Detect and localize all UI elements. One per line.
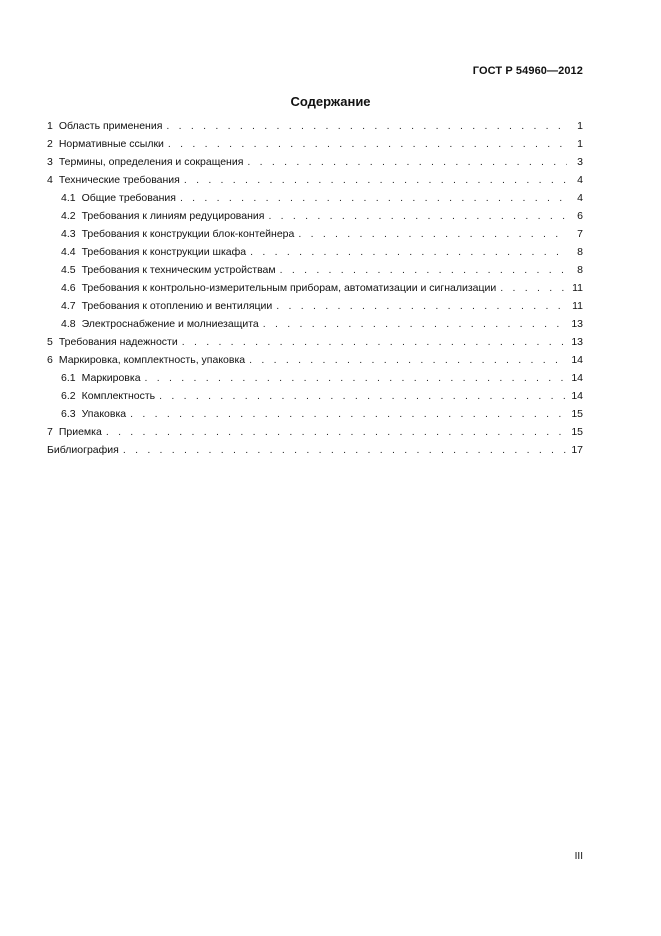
toc-entry[interactable]: [47, 318, 583, 336]
toc-entry-page: 3: [577, 156, 583, 168]
toc-entry-title: Упаковка: [81, 408, 127, 420]
toc-leader-dots: [249, 354, 567, 366]
toc-leader-dots: [247, 156, 567, 168]
toc-leader-dots: [250, 246, 567, 258]
toc-entry-title: Требования к конструкции шкафа: [81, 246, 247, 258]
toc-entry[interactable]: [47, 246, 583, 264]
toc-leader-dots: [298, 228, 567, 240]
toc-entry[interactable]: [47, 300, 583, 318]
toc-leader-dots: [268, 210, 567, 222]
toc-entry-page: 4: [577, 192, 583, 204]
toc-entry-page: 17: [571, 444, 583, 456]
toc-leader-dots: [168, 138, 567, 150]
toc-leader-dots: [180, 192, 567, 204]
toc-entry[interactable]: [47, 444, 583, 462]
toc-entry-number: 6: [47, 354, 53, 366]
toc-entry-page: 14: [571, 390, 583, 402]
toc-title: Содержание: [290, 94, 371, 109]
toc-leader-dots: [184, 174, 567, 186]
toc-leader-dots: [159, 390, 567, 402]
page-number: III: [574, 851, 583, 862]
toc-entry-page: 4: [577, 174, 583, 186]
toc-leader-dots: [280, 264, 567, 276]
toc-entry-title: Требования к техническим устройствам: [81, 264, 276, 276]
toc-entry[interactable]: [47, 192, 583, 210]
toc-leader-dots: [130, 408, 567, 420]
toc-entry-title: Нормативные ссылки: [58, 138, 164, 150]
toc-leader-dots: [123, 444, 567, 456]
toc-entry-number: 4.8: [61, 318, 76, 330]
toc-entry-number: 5: [47, 336, 53, 348]
toc-entry-number: 4.3: [61, 228, 76, 240]
toc-entry-page: 13: [571, 318, 583, 330]
toc-entry-page: 14: [571, 372, 583, 384]
toc-entry-page: 14: [571, 354, 583, 366]
toc-entry[interactable]: [47, 390, 583, 408]
toc-entry-page: 7: [577, 228, 583, 240]
toc-entry-title: Технические требования: [58, 174, 180, 186]
toc-leader-dots: [166, 120, 567, 132]
toc-entry-page: 8: [577, 264, 583, 276]
toc-entry-page: 13: [571, 336, 583, 348]
toc-entry[interactable]: [47, 156, 583, 174]
toc-leader-dots: [276, 300, 567, 312]
toc-entry[interactable]: [47, 120, 583, 138]
document-id: ГОСТ Р 54960—2012: [472, 65, 583, 77]
toc-entry[interactable]: [47, 372, 583, 390]
toc-entry-number: 4.2: [61, 210, 76, 222]
toc-entry-title: Маркировка, комплектность, упаковка: [58, 354, 246, 366]
toc-leader-dots: [500, 282, 567, 294]
toc-entry-number: 4.6: [61, 282, 76, 294]
toc-entry-title: Область применения: [58, 120, 163, 132]
toc-entry[interactable]: [47, 264, 583, 282]
toc-leader-dots: [182, 336, 567, 348]
toc-entry-page: 8: [577, 246, 583, 258]
toc-entry[interactable]: [47, 336, 583, 354]
toc-entry-number: 6.3: [61, 408, 76, 420]
toc-entry-page: 11: [572, 300, 583, 312]
toc-entry-number: 6.2: [61, 390, 76, 402]
toc-entry-number: 7: [47, 426, 53, 438]
toc-leader-dots: [106, 426, 567, 438]
toc-entry-title: Приемка: [58, 426, 102, 438]
toc-entry-number: 4: [47, 174, 53, 186]
toc-entry-number: 4.5: [61, 264, 76, 276]
toc-leader-dots: [145, 372, 567, 384]
toc-entry-title: Термины, определения и сокращения: [58, 156, 244, 168]
toc-entry[interactable]: [47, 174, 583, 192]
toc-entry-page: 11: [572, 282, 583, 294]
toc-entry-page: 6: [577, 210, 583, 222]
toc-entry-title: Комплектность: [81, 390, 156, 402]
toc-entry-page: 15: [571, 426, 583, 438]
toc-entry-title: Требования надежности: [58, 336, 178, 348]
toc-entry[interactable]: [47, 210, 583, 228]
toc-entry-number: 4.7: [61, 300, 76, 312]
toc-leader-dots: [263, 318, 567, 330]
toc-entry-page: 1: [577, 138, 583, 150]
toc-entry-title: Требования к отоплению и вентиляции: [81, 300, 273, 312]
toc-entry[interactable]: [47, 282, 583, 300]
toc-entry-number: 6.1: [61, 372, 76, 384]
toc-entry-title: Электроснабжение и молниезащита: [81, 318, 259, 330]
toc-entry-title: Общие требования: [81, 192, 176, 204]
toc-entry[interactable]: [47, 354, 583, 372]
toc-entry[interactable]: [47, 426, 583, 444]
toc-entry-title: Библиография: [47, 444, 119, 456]
toc-entry[interactable]: [47, 228, 583, 246]
toc-entry-number: 1: [47, 120, 53, 132]
toc-entry-page: 1: [577, 120, 583, 132]
toc-entry-title: Требования к линиям редуцирования: [81, 210, 265, 222]
table-of-contents: [47, 120, 583, 462]
toc-entry-title: Маркировка: [81, 372, 141, 384]
toc-entry-title: Требования к конструкции блок-контейнера: [81, 228, 295, 240]
toc-entry-title: Требования к контрольно-измерительным приборам, автоматизации и сигнализации: [81, 282, 497, 294]
toc-entry-page: 15: [571, 408, 583, 420]
toc-entry[interactable]: [47, 138, 583, 156]
toc-entry-number: 3: [47, 156, 53, 168]
toc-entry-number: 4.1: [61, 192, 76, 204]
toc-entry[interactable]: [47, 408, 583, 426]
toc-entry-number: 4.4: [61, 246, 76, 258]
toc-entry-number: 2: [47, 138, 53, 150]
